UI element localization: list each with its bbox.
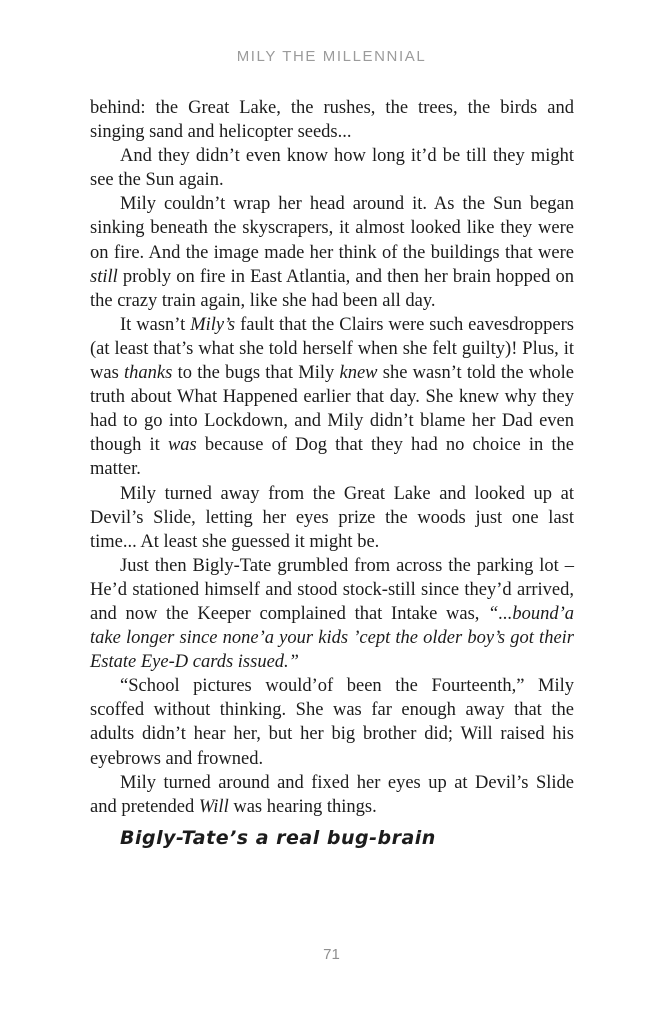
- text-segment: was hearing things.: [228, 796, 377, 817]
- text-segment: Will: [198, 796, 229, 817]
- text-segment: Mily turned away from the Great Lake and looked up at Devil’s Slide, letting her eyes prize the woods just one last time... At least she guessed it might be.: [90, 483, 574, 552]
- text-segment: knew: [339, 363, 378, 384]
- paragraph: [90, 482, 574, 554]
- text-segment: “School pictures would’of been the Fourteenth,” Mily scoffed without thinking. She was far enough away that the adults didn’t hear her, but her big brother did; Will raised his eyebrows and frowned.: [90, 676, 574, 769]
- text-segment: probly on fire in East Atlantia, and then her brain hopped on the crazy train again, like she had been all day.: [90, 266, 574, 311]
- text-segment: because of Dog that they had no choice in the matter.: [90, 435, 574, 480]
- paragraph: [90, 313, 574, 482]
- text-segment: Just then Bigly-Tate grumbled from across the parking lot – He’d stationed himself and stood stock-still since they’d arrived, and now the Keeper complained that Intake was,: [90, 555, 574, 624]
- paragraph: [90, 96, 574, 144]
- paragraph: [90, 192, 574, 312]
- text-segment: she wasn’t told the whole truth about What Happened earlier that day. She knew why they had to go into Lockdown, and Mily didn’t blame her Dad even though it: [90, 363, 574, 456]
- paragraph: [90, 554, 574, 674]
- paragraph: [90, 144, 574, 192]
- text-segment: behind: the Great Lake, the rushes, the trees, the birds and singing sand and helicopter seeds...: [90, 98, 574, 143]
- text-segment: And they didn’t even know how long it’d be till they might see the Sun again.: [90, 146, 574, 191]
- text-segment: still: [90, 266, 118, 287]
- text-segment: Bigly-Tate’s a real bug-brain: [120, 826, 436, 849]
- text-segment: It wasn’t: [120, 314, 191, 335]
- running-header: MILY THE MILLENNIAL: [236, 48, 427, 65]
- text-segment: Mily couldn’t wrap her head around it. As the Sun began sinking beneath the skyscrapers, it almost looked like they were on fire. And the image made her think of the buildings that were: [90, 194, 574, 263]
- text-segment: Mily turned around and fixed her eyes up at Devil’s Slide and pretended: [90, 772, 574, 817]
- thought-line: [90, 826, 574, 850]
- text-segment: “...bound’a take longer since none’a your kids ’cept the older boy’s got their Estate Eye-D cards issued.”: [90, 603, 574, 673]
- text-segment: thanks: [124, 363, 173, 384]
- text-segment: was: [167, 435, 197, 456]
- text-segment: to the bugs that Mily: [172, 363, 340, 384]
- text-segment: fault that the Clairs were such eavesdroppers (at least that’s what she told herself when she felt guilty)! Plus, it was: [90, 314, 574, 384]
- text-segment: Mily’s: [190, 314, 236, 335]
- text-column: [90, 96, 574, 850]
- page-number: 71: [323, 946, 340, 963]
- paragraph: [90, 674, 574, 770]
- paragraph: [90, 771, 574, 819]
